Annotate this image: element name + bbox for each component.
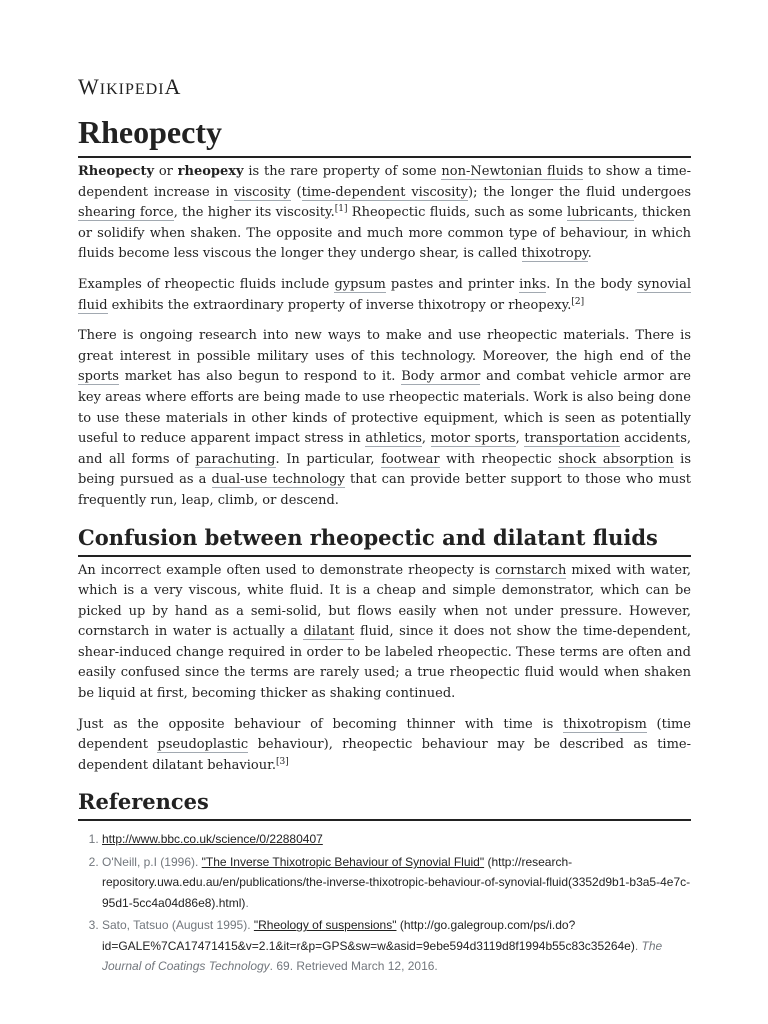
text: Sato, Tatsuo (August 1995). <box>102 918 254 933</box>
text: . In the body <box>546 276 638 292</box>
confusion-paragraph <box>78 561 691 705</box>
link-sports[interactable]: sports <box>78 369 119 385</box>
text: . <box>245 895 249 910</box>
journal-title: The Journal of Coatings Technology <box>102 938 663 974</box>
text: and combat vehicle armor are key areas where efforts are being made to use rheopectic materials. Work is also being done to use these materials in other kinds of protective equipment, which is seen as potentially useful to reduce apparent impact stress in <box>78 369 691 447</box>
link-inks[interactable]: inks <box>519 276 547 292</box>
article-content <box>78 112 691 979</box>
text: to show a time-dependent increase in <box>78 164 692 200</box>
text: , <box>515 431 525 447</box>
citation-3[interactable]: [3] <box>276 756 289 767</box>
citation-2[interactable]: [2] <box>571 296 585 307</box>
text: Rheopectic fluids, such as some <box>347 205 568 221</box>
logo-letter: A <box>164 74 182 99</box>
link-transportation[interactable]: transportation <box>524 431 620 447</box>
text: market has also begun to respond to it. <box>118 369 402 385</box>
text: accidents, and all forms of <box>78 431 692 467</box>
reference-url: (http://go.galegroup.com/ps/i.do?id=GALE%7CA17471415&v=2.1&it=r&p=GPS&sw=w&asid=9ebe594d3119d8f1994b55c83c35264e) <box>102 918 635 953</box>
link-shock-absorption[interactable]: shock absorption <box>558 451 674 467</box>
behaviour-paragraph <box>78 715 691 777</box>
text: , the higher its viscosity. <box>173 205 335 221</box>
link-thixotropism[interactable]: thixotropism <box>563 716 647 732</box>
link-lubricants[interactable]: lubricants <box>567 205 634 221</box>
text: or <box>154 164 178 179</box>
reference-link[interactable]: http://www.bbc.co.uk/science/0/22880407 <box>102 832 323 847</box>
text: ( <box>290 184 302 200</box>
text: . <box>634 938 642 953</box>
text: ); the longer the fluid undergoes <box>468 184 691 200</box>
text: There is ongoing research into new ways to make and use rheopectic materials. There is great interest in possible military uses of this technology. Moreover, the high end of the <box>78 328 691 364</box>
bold-term: Rheopecty <box>78 164 155 179</box>
link-cornstarch[interactable]: cornstarch <box>495 562 567 578</box>
link-gypsum[interactable]: gypsum <box>334 276 386 292</box>
text: O'Neill, p.I (1996). <box>102 854 202 869</box>
text: Just as the opposite behaviour of becoming thinner with time is <box>78 716 564 732</box>
link-dilatant[interactable]: dilatant <box>303 624 355 640</box>
intro-paragraph <box>78 162 691 265</box>
examples-paragraph <box>78 275 691 316</box>
text: , thicken or solidify when shaken. The opposite and much more common type of behaviour, in which fluids become less viscous the longer they undergo shear, is called <box>78 205 691 262</box>
section-heading-confusion: Confusion between rheopectic and dilatant fluids <box>78 524 691 557</box>
link-time-dependent-viscosity[interactable]: time-dependent viscosity <box>301 184 468 200</box>
link-non-newtonian-fluids[interactable]: non-Newtonian fluids <box>441 164 584 179</box>
link-shearing-force[interactable]: shearing force <box>78 205 174 221</box>
text: . 69. Retrieved March 12, 2016. <box>269 959 438 974</box>
link-synovial-fluid[interactable]: synovial fluid <box>78 276 691 313</box>
text: , <box>421 431 431 447</box>
link-dual-use-technology[interactable]: dual-use technology <box>211 472 345 488</box>
reference-link[interactable]: "Rheology of suspensions" <box>253 918 397 933</box>
reference-item <box>102 915 691 977</box>
link-thixotropy[interactable]: thixotropy <box>521 246 588 262</box>
page-title: Rheopecty <box>78 112 691 158</box>
text: exhibits the extraordinary property of inverse thixotropy or rheopexy. <box>107 297 572 313</box>
link-pseudoplastic[interactable]: pseudoplastic <box>157 737 249 753</box>
text: pastes and printer <box>385 276 520 292</box>
reference-item <box>102 852 691 914</box>
text: is the rare property of some <box>243 164 442 179</box>
reference-item <box>102 829 691 850</box>
logo-letter: W <box>78 74 100 99</box>
link-parachuting[interactable]: parachuting <box>195 451 276 467</box>
logo-letters: IKIPEDI <box>99 81 165 98</box>
research-paragraph <box>78 326 691 511</box>
text: Examples of rheopectic fluids include <box>78 276 335 292</box>
text: with rheopectic <box>439 451 559 467</box>
link-viscosity[interactable]: viscosity <box>234 184 291 200</box>
text: fluid, since it does not show the time-dependent, shear-induced change required in order to be labeled rheopectic. These terms are often and easily confused since the terms are rarely used; a true rheopectic fluid would when shaken be liquid at first, becoming thicker as shaking continued. <box>78 624 691 702</box>
text: that can provide better support to those who must frequently run, leap, climb, or descend. <box>78 472 691 508</box>
link-athletics[interactable]: athletics <box>365 431 422 447</box>
citation-1[interactable]: [1] <box>334 204 348 215</box>
text: is being pursued as a <box>78 451 691 488</box>
wikipedia-logo[interactable] <box>78 74 181 100</box>
link-footwear[interactable]: footwear <box>381 451 440 467</box>
reference-url: (http://research-repository.uwa.edu.au/en/publications/the-inverse-thixotropic-behaviour-of-synovial-fluid(3352d9b1-b3a5-4e7c-95d1-5cc4a04d86e8).html) <box>102 854 691 910</box>
text: mixed with water, which is a very viscous, white fluid. It is a cheap and simple demonstrator, which can be picked up by hand as a semi-solid, but flows easily when not under pressure. However, cornstarch in water is actually a <box>78 562 691 640</box>
reference-link[interactable]: "The Inverse Thixotropic Behaviour of Synovial Fluid" <box>201 854 485 869</box>
bold-term: rheopexy <box>177 164 244 179</box>
section-heading-references: References <box>78 788 691 821</box>
text: . <box>587 246 592 262</box>
text: An incorrect example often used to demonstrate rheopecty is <box>78 562 496 578</box>
text: (time dependent <box>78 716 691 753</box>
text: behaviour), rheopectic behaviour may be described as time-dependent dilatant behaviour. <box>78 737 691 773</box>
references-list <box>78 829 691 977</box>
link-body-armor[interactable]: Body armor <box>401 369 481 385</box>
link-motor-sports[interactable]: motor sports <box>430 431 516 447</box>
text: . In particular, <box>275 451 382 467</box>
